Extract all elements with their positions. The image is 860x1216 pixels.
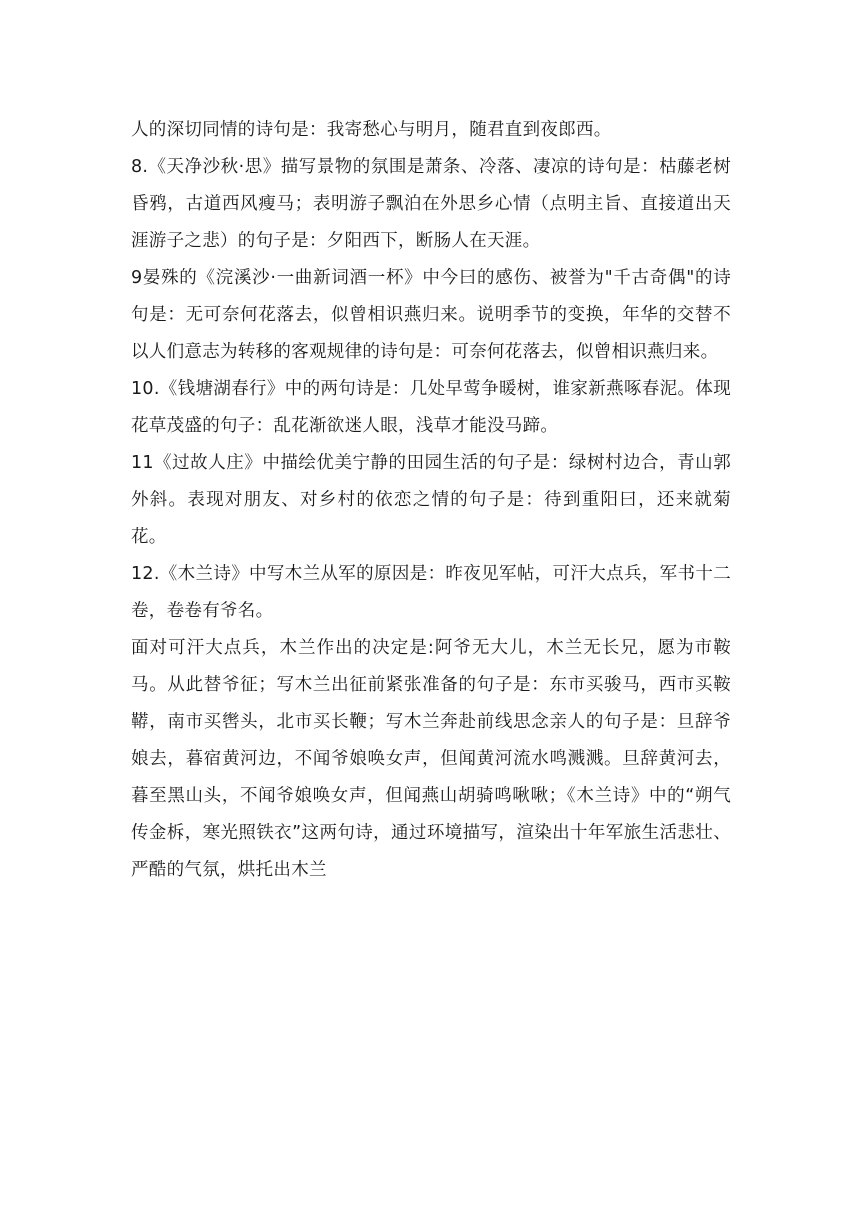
paragraph-continuation: 人的深切同情的诗句是：我寄愁心与明月，随君直到夜郎西。: [131, 120, 612, 140]
paragraph-item-11: 11《过故人庄》中描绘优美宁静的田园生活的句子是：绿树村边合，青山郭外斜。表现对朋友、对乡村的依恋之情的句子是：待到重阳曰，还来就菊花。: [131, 453, 731, 547]
paragraph-item-10: 10.《钱塘湖春行》中的两句诗是：几处早莺争暖树，谁家新燕啄春泥。体现花草茂盛的句子：乱花渐欲迷人眼，浅草才能没马蹄。: [131, 379, 731, 436]
document-body: [131, 112, 731, 889]
paragraph-mulan: 面对可汗大点兵，木兰作出的决定是:阿爷无大儿，木兰无长兄，愿为市鞍马。从此替爷征；写木兰出征前紧张准备的句子是：东市买骏马，西市买鞍鞯，南市买辔头，北市买长鞭；写木兰奔赴前线思念亲人的句子是：旦辞爷娘去，暮宿黄河边，不闻爷娘唤女声，但闻黄河流水鸣溅溅。旦辞黄河去，暮至黑山头，不闻爷娘唤女声，但闻燕山胡骑鸣啾啾；《木兰诗》中的“朔气传金柝，寒光照铁衣”这两句诗，通过环境描写，渲染出十年军旅生活悲壮、严酷的气氛，烘托出木兰: [131, 638, 731, 880]
paragraph-item-12: 12.《木兰诗》中写木兰从军的原因是：昨夜见军帖，可汗大点兵，军书十二卷，卷卷有爷名。: [131, 564, 731, 621]
paragraph-item-8: 8.《天净沙秋·思》描写景物的氛围是萧条、冷落、凄凉的诗句是：枯藤老树昏鸦，古道西风瘦马；表明游子飘泊在外思乡心情（点明主旨、直接道出天涯游子之悲）的句子是：夕阳西下，断肠人在天涯。: [131, 157, 731, 251]
paragraph-item-9: 9晏殊的《浣溪沙·一曲新词酒一杯》中今曰的感伤、被誉为"千古奇偶"的诗句是：无可奈何花落去，似曾相识燕归来。说明季节的变换，年华的交替不以人们意志为转移的客观规律的诗句是：可奈何花落去，似曾相识燕归来。: [131, 268, 731, 362]
